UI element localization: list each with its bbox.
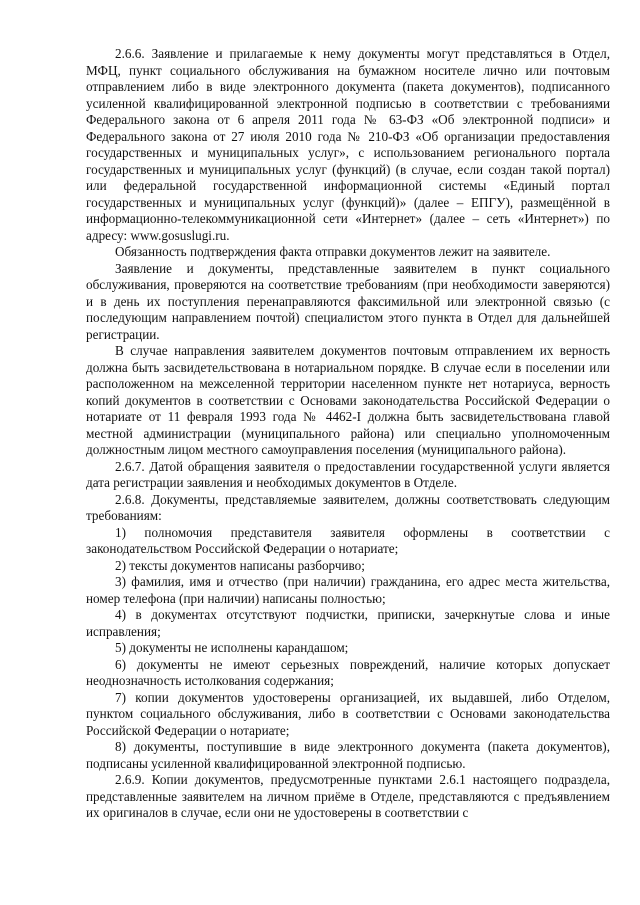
- list-item-8: 8) документы, поступившие в виде электронного документа (пакета документов), подписаны усиленной квалифицированной электронной подписью.: [86, 739, 610, 771]
- list-item-4: 4) в документах отсутствуют подчистки, приписки, зачеркнутые слова и иные исправления;: [86, 607, 610, 639]
- paragraph-social-service: Заявление и документы, представленные заявителем в пункт социального обслуживания, проверяются на соответствие требованиям (при необходимости заверяются) и в день их поступления перенаправляются факсимильной или электронной связью (с последующим направлением почтой) специалистом этого пункта в Отдел для дальнейшей регистрации.: [86, 260, 610, 342]
- paragraph-2-6-7: 2.6.7. Датой обращения заявителя о предоставлении государственной услуги является дата регистрации заявления и необходимых документов в Отделе.: [86, 458, 610, 490]
- list-item-2: 2) тексты документов написаны разборчиво;: [115, 557, 365, 573]
- paragraph-2-6-8: 2.6.8. Документы, представляемые заявителем, должны соответствовать следующим требованиям:: [86, 491, 610, 523]
- paragraph-2-6-9: 2.6.9. Копии документов, предусмотренные пунктами 2.6.1 настоящего подраздела, представленные заявителем на личном приёме в Отделе, представляются с предъявлением их оригиналов в случае, если они не удостоверены в соответствии с: [86, 772, 610, 820]
- list-item-6: 6) документы не имеют серьезных повреждений, наличие которых допускает неоднозначность истолкования содержания;: [86, 656, 610, 688]
- paragraph-obligation: Обязанность подтверждения факта отправки документов лежит на заявителе.: [115, 244, 551, 259]
- list-item-5: 5) документы не исполнены карандашом;: [115, 640, 349, 655]
- list-item-1: 1) полномочия представителя заявителя оформлены в соответствии с законодательством Российской Федерации о нотариате;: [86, 524, 610, 556]
- list-item-7: 7) копии документов удостоверены организацией, их выдавшей, либо Отделом, пунктом социального обслуживания, либо в соответствии с Основами законодательства Российской Федерации о нотариате;: [86, 689, 610, 738]
- paragraph-postal: В случае направления заявителем документов почтовым отправлением их верность должна быть засвидетельствована в нотариальном порядке. В случае если в поселении или расположенном на межселенной территории населенном пункте нет нотариуса, верность копий документов в соответствии с Основами законодательства Российской Федерации о нотариате от 11 февраля 1993 года № 4462-I должна быть засвидетельствована главой местной администрации (муниципального района) или специально уполномоченным должностным лицом местного самоуправления поселения (муниципального района).: [86, 343, 610, 457]
- paragraph-2-6-6: 2.6.6. Заявление и прилагаемые к нему документы могут представляться в Отдел, МФЦ, пункт социального обслуживания на бумажном носителе лично или почтовым отправлением либо в виде электронного документа (пакета документов), подписанного усиленной квалифицированной электронной подписью в соответствии с требованиями Федерального закона от 6 апреля 2011 года № 63-ФЗ «Об электронной подписи» и Федерального закона от 27 июля 2010 года № 210-ФЗ «Об организации предоставления государственных и муниципальных услуг», с использованием регионального портала государственных и муниципальных услуг (функций) (в случае, если создан такой портал) или федеральной государственной информационной системы «Единый портал государственных и муниципальных услуг (функций)» (далее – ЕПГУ), размещённой в информационно-телекоммуникационной сети «Интернет» (далее – сеть «Интернет») по адресу: www.gosuslugi.ru.: [86, 46, 610, 243]
- list-item-3: 3) фамилия, имя и отчество (при наличии) гражданина, его адрес места жительства, номер телефона (при наличии) написаны полностью;: [86, 574, 610, 606]
